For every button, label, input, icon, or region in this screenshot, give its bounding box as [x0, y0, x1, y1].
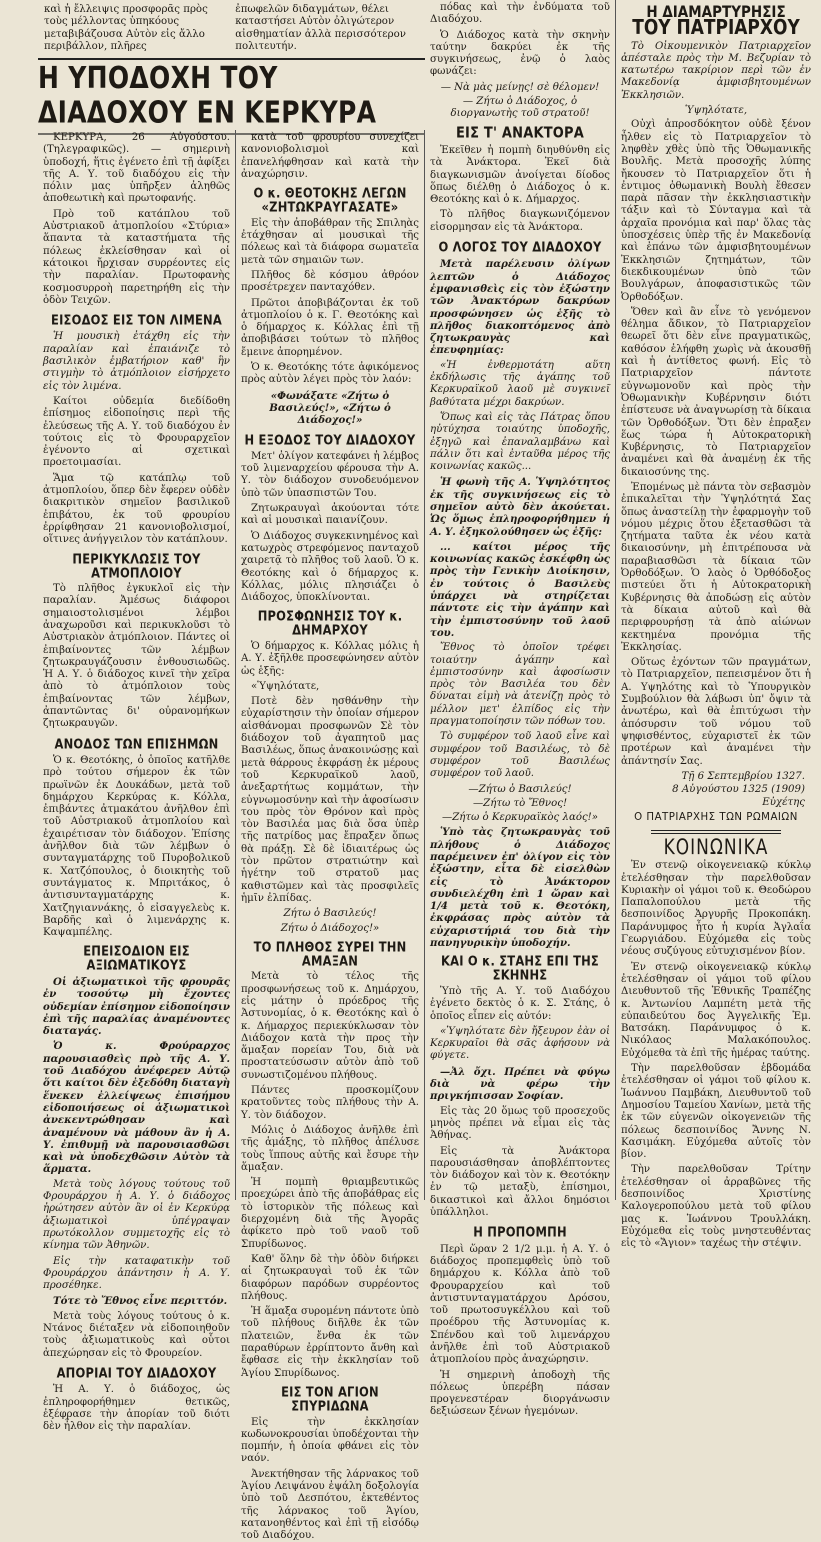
paragraph: Ὅθεν καὶ ἂν εἶνε τὸ γενόμενον θέλημα ἄδικον, τὸ Πατριαρχεῖον θεωρεῖ ὅτι δὲν εἶνε πραγματικῶς, καθόσον ἐλήφθη χωρὶς νὰ ἀκουσθῇ καὶ ἡ ἀντίθετος φωνή. Εἰς τὸ Πατριαρχεῖον πάντοτε εὐγνωμονοῦν καὶ πρὸς τὴν Ὀθωμανικὴν Κυβέρνησιν διότι ἐπίστευσε νὰ ἀναγνωρίσῃ τὰ δίκαια τῶν Ὀρθοδόξων. Ὅτι δὲν ἐπραξεν ἕως τώρα ἡ Αὐτοκρατορικὴ Κυβέρνησις, τὸ Πατριαρχεῖον ἀναμένει καὶ θὰ ἀναμένῃ ἐκ τῆς δικαιοσύνης της. — [621, 306, 811, 478]
paragraph: Ὁ κ. Θεοτόκης, ὁ ὁποῖος κατῆλθε πρὸ τούτου σήμερον ἐκ τῶν πρωϊνῶν ἐκ Δουκάδων, μετὰ τοῦ δημάρχου Κερκύρας κ. Κόλλα, ἐπιβάντες ἀτμακάτου ἀνῆλθον ἐπὶ τοῦ Αὐστριακοῦ ἀτμοπλοίου καὶ ἐχαιρέτισαν τὸν διάδοχον. Ἐπίσης ἀνῆλθον διὰ τῶν λέμβων ὁ συνταγματάρχης τοῦ Πυροβολικοῦ κ. Χατζόπουλος, ὁ διοικητὴς τοῦ συντάγματος κ. Μπριτάκος, ὁ ἀντισυνταγματάρχης κ. Χατζηγιαννάκης, ὁ εἰσαγγελεὺς κ. Βαρδῆς καὶ ὁ λιμενάρχης κ. Καψαμπέλης. — [43, 754, 230, 939]
paragraph: Ὁ δήμαρχος κ. Κόλλας μόλις ἡ Α. Υ. ἐξῆλθε προσεφώνησεν αὐτὸν ὡς ἑξῆς: — [241, 640, 419, 677]
paragraph: Περὶ ὥραν 2 1/2 μ.μ. ἡ Α. Υ. ὁ διάδοχος προπεμφθεὶς ὑπὸ τοῦ δημάρχου κ. Κόλλα ἀπὸ τοῦ Φρουραρχείου καὶ τοῦ ἀντιστυνταγματάρχου Δρόσου, τοῦ πρωτοσυγκέλλου καὶ τοῦ προέδρου τῆς Ἀστυνομίας κ. Σπένδου καὶ τοῦ λιμενάρχου ἀνῆλθε ἐπὶ τοῦ Αὐστριακοῦ ἀτμοπλοίου πρὸς ἀναχώρησιν. — [430, 1243, 610, 1366]
paragraph: Εἰς τὴν ἀποβάθραν τῆς Σπιληὰς ἐτάχθησαν αἱ μουσικαὶ τῆς πόλεως καὶ τὰ διάφορα σωματεῖα μετὰ τῶν σημαιῶν των. — [241, 217, 419, 266]
paragraph: Καίτοι οὐδεμία διεδίδοθη ἐπίσημος εἰδοποίησις περὶ τῆς ἐλεύσεως τῆς Α. Υ. τοῦ διαδόχου ἐν τούτοις εἰς τὸ Φρουραρχεῖον ἐγένοντο αἱ σχετικαὶ προετοιμασίαι. — [43, 395, 230, 469]
signature: Ο ΠΑΤΡΙΑΡΧΗΣ ΤΩΝ ΡΩΜΑΙΩΝ — [634, 811, 798, 823]
paragraph: πόδας καὶ τὴν ἐνδύματα τοῦ Διαδόχου. — [430, 2, 610, 26]
paragraph: Ὁ Διάδοχος κατὰ τὴν σκηνὴν ταύτην δακρύει ἐκ τῆς συγκινήσεως, ἐνῷ ὁ λαὸς φωνάζει: — [430, 29, 610, 78]
paragraph: Πάντες προσκομίζουν κρατοῦντες τοὺς πλήθους τὴν Α. Υ. τὸν διάδοχον. — [241, 1085, 419, 1121]
paragraph: Ἐπομένως μὲ πάντα τὸν σεβασμὸν ἐπικαλεῖται τὴν Ὑψηλότητά Σας ὅπως ἀναστείλῃ τὴν ἐφαρμογὴν τοῦ νόμου μέχρις ὅτου ἐξετασθῶσι τὰ ζητήματα ταῦτα ἐκ νέου κατὰ δικαιοσύνην, μὴ ἐπιτρέπουσα νὰ παραβιασθῶσι τὰ δίκαια τῶν Ὀρθοδόξων. Ὁ λαὸς ὁ Ὀρθόδοξος πιστεύει ὅτι ἡ Αὐτοκρατορικὴ Κυβέρνησις θὰ ἀποδώσῃ εἰς αὐτὸν τὰ δίκαια αὐτοῦ καὶ θὰ περιφρουρήσῃ τὰ ἀπὸ αἰώνων κεκτημένα προνόμια τῆς Ἐκκλησίας. — [621, 481, 811, 653]
paragraph: Τὴν παρελθοῦσαν Τρίτην ἐτελέσθησαν οἱ ἀρραβῶνες τῆς δεσποινίδος Χριστίνης Καλογεροπούλου μετὰ τοῦ φίλου μας κ. Ἰωάννου Τρουλλάκη. Εὐχόμεθα εἰς τοὺς μνηστευθέντας εἰς τὸ «Ἄγιον» ταχέως τὴν στέψιν. — [621, 1164, 811, 1250]
top-continuation — [38, 0, 425, 60]
paragraph: Μετὰ παρέλευσιν ὀλίγων λεπτῶν ὁ Διάδοχος ἐμφανισθεὶς εἰς τὸν ἐξώστην τῶν Ἀνακτόρων δακρύων προσφώνησεν ὡς ἑξῆς τὸ πλῆθος διακοπτόμενος ἀπὸ ζητωκραυγὰς καὶ ἐπευφημίας: — [430, 258, 610, 357]
paragraph: Ἡ πομπὴ θριαμβευτικῶς προεχώρει ἀπὸ τῆς ἀποβάθρας εἰς τὸ ἱστορικὸν τῆς πόλεως καὶ διερχομένη διὰ τῆς Ἀγορᾶς ἀφίκετο πρὸ τοῦ ναοῦ τοῦ Σπυρίδωνος. — [241, 1177, 419, 1250]
paragraph: Εἰς τὴν καταφατικὴν τοῦ Φρουράρχου ἀπάντησιν ἡ Α. Υ. προσέθηκε. — [43, 1255, 230, 1292]
paragraph: — Νὰ μὰς μείνῃς! σὲ θέλομεν! — [440, 81, 600, 93]
paragraph: Μετὰ τοὺς λόγους τούτους ὁ κ. Ντάνος διέταξεν νὰ εἰδοποιηθοῦν τοὺς ἀξιωματικοὺς καὶ οὗτοι ἀπεχώρησαν εἰς τὸ Φρουρείον. — [43, 1310, 230, 1359]
paragraph: Εἰς τὴν ἐκκλησίαν κωδωνοκρουσίαι ὑποδέχονται τὴν πομπήν, ἡ ὁποία φθάνει εἰς τὸν ναόν. — [241, 1416, 419, 1465]
signature-prefix: Εὐχέτης — [762, 797, 805, 809]
paragraph: Ἡ σημερινὴ ἀποδοχὴ τῆς πόλεως ὑπερέβη πάσαν προγενεστέραν διοργάνωσιν δεξιώσεων ξένων ἡγεμόνων. — [430, 1369, 610, 1418]
article-intro: ΚΕΡΚΥΡΑ, 26 Αὐγούστου. (Τηλεγραφικῶς). — σημερινὴ ὑποδοχή, ἥτις ἐγένετο ἐπὶ τῇ ἀφίξει τῆς Α. Υ. τοῦ διαδόχου εἰς τὴν πόλιν μας ὑπῆρξεν ἀληθῶς ἀποθεωτικὴ καὶ πρωτοφανής. — [43, 132, 230, 205]
paragraph: Μετ' ὀλίγον κατεφάνει ἡ λέμβος τοῦ λιμεναρχείου φέρουσα τὴν Α. Υ. τὸν διάδοχον συνοδευόμενον ὑπὸ τῶν ὑπασπιστῶν Του. — [241, 450, 419, 499]
paragraph: Ὁ κ. Θεοτόκης τότε ἀφικόμενος πρὸς αὐτὸν λέγει πρὸς τὸν λαόν: — [241, 362, 419, 386]
section-heading: ΕΙΣ ΤΟΝ ΑΓΙΟΝ ΣΠΥΡΙΔΩΝΑ — [281, 1383, 379, 1415]
top-text-right: ἐπωφελῶν διδαγμάτων, θέλει καταστήσει Αὐτὸν ὀλιγώτερον αἰσθηματίαν ἀλλὰ περισσότερον πολιτευτήν. — [235, 4, 406, 52]
paragraph: Ἡ φωνὴ τῆς Α. Ὑψηλότητος ἐκ τῆς συγκινήσεως εἰς τὸ σημεῖον αὐτὸ δὲν ἀκούεται. Ὡς ὅμως ἐπληροφορήθημεν ἡ Α. Υ. ἐξηκολούθησεν ὡς ἑξῆς: — [430, 476, 610, 538]
section-heading: ΕΙΣΟΔΟΣ ΕΙΣ ΤΟΝ ΛΙΜΕΝΑ — [51, 312, 222, 329]
quote: «Φωνάξατε «Ζήτω ὁ Βασιλεύς!», «Ζήτω ὁ Διάδοχος!» — [269, 389, 391, 427]
top-text-left: καὶ ἡ ἔλλειψις προσφορᾶς πρὸς τοὺς μέλλοντας ὑπηκόους μεταβιβάζουσα Αὐτὸν εἰς ἄλλο περιβάλλον, πλῆρες — [44, 4, 208, 52]
paragraph: Τότε τὸ Ἔθνος εἶνε περιττόν. — [53, 1295, 228, 1308]
section-heading: ΑΠΟΡΙΑΙ ΤΟΥ ΔΙΑΔΟΧΟΥ — [56, 1364, 217, 1381]
paragraph: Μετὰ τοὺς λόγους τούτους τοῦ Φρουράρχου ἡ Α. Υ. ὁ διάδοχος ἠρώτησεν αὐτὸν ἂν οἱ ἐν Κερκύρᾳ ἀξιωματικοὶ ὑπέγραψαν πρωτόκολλον συμμετοχῆς εἰς τὸ κίνημα τῶν Ἀθηνῶν. — [43, 1178, 230, 1252]
section-heading: Η ΠΡΟΠΟΜΠΗ — [473, 1224, 567, 1241]
section-heading: ΑΝΟΔΟΣ ΤΩΝ ΕΠΙΣΗΜΩΝ — [54, 735, 219, 752]
paragraph: Ὁ Διάδοχος συγκεκινημένος καὶ κατωχρὸς στρεφόμενος πανταχοῦ χαιρετᾷ τὸ πλῆθος τοῦ λαοῦ. Ὁ κ. Θεοτόκης καὶ ὁ δήμαρχος κ. Κόλλας, μόλις πλησιάζει ὁ Διάδοχος, ὑποκλίνονται. — [241, 530, 419, 604]
column-2 — [236, 130, 425, 1542]
article-title: Η ΔΙΑΜΑΡΤΥΡΗΣΙΣ — [646, 2, 786, 22]
paragraph: Πλῆθος δὲ κόσμου ἀθρόον προσέτρεχεν πανταχόθεν. — [241, 269, 419, 294]
paragraph: Ὅπως καὶ εἰς τὰς Πάτρας ὅπου ηὐτύχησα τοιαύτης ὑποδοχῆς, ἐξηγῶ καὶ ἐπαναλαμβάνω καὶ πάλιν ὅτι καὶ ἐνταῦθα μέρος τῆς κοινωνίας κακῶς... — [430, 411, 610, 473]
paragraph: Πρῶτοι ἀποβιβάζονται ἐκ τοῦ ἀτμοπλοίου ὁ κ. Γ. Θεοτόκης καὶ ὁ δήμαρχος κ. Κόλλας ἐπὶ τῇ ἀποβιβάσει τούτων τὸ πλῆθος ἔμεινε ἀπορημένον. — [241, 297, 419, 358]
paragraph: Εἰς τὰς 20 ὅμως τοῦ προσεχοῦς μηνὸς πρέπει νὰ εἶμαι εἰς τὰς Ἀθήνας. — [430, 1105, 610, 1142]
section-heading: Ο ΛΟΓΟΣ ΤΟΥ ΔΙΑΔΟΧΟΥ — [438, 238, 602, 256]
paragraph: Ὑπὸ τῆς Α. Υ. τοῦ Διαδόχου ἐγένετο δεκτὸς ὁ κ. Σ. Στάης, ὁ ὁποῖος εἶπεν εἰς αὐτόν: — [430, 985, 610, 1022]
paragraph: Τὸ πλῆθος διαγκωνιζόμενον εἰσορμησαν εἰς τὰ Ἀνάκτορα. — [430, 209, 610, 233]
paragraph: —Ζήτω ὁ Κερκυραϊκὸς λαός!» — [442, 812, 598, 824]
paragraph: Εἰς τὰ Ἀνάκτορα παρουσιάσθησαν ἀποβλέπτοντες τὸν διάδοχον καὶ τὸν κ. Θεοτόκην ἐν τῷ μεταξὺ, ἐπίσημοι, δικαστικοὶ καὶ ἄλλοι δημόσιοι ὑπάλληλοι. — [430, 1145, 610, 1219]
section-heading: ΠΕΡΙΚΥΚΛΩΣΙΣ ΤΟΥ ΑΤΜΟΠΛΟΙΟΥ — [72, 550, 201, 581]
paragraph: Ἐκεῖθεν ἡ πομπὴ διηυθύνθη εἰς τὰ Ἀνάκτορα. Ἐκεῖ διὰ διαγκωνισμῶν ἀνοίγεται δίοδος ὅπως διέλθῃ ὁ Διάδοχος ὁ κ. Θεοτόκης καὶ ὁ κ. Δήμαρχος. — [430, 144, 610, 206]
section-heading: ΠΡΟΣΦΩΝΗΣΙΣ ΤΟΥ κ. ΔΗΜΑΡΧΟΥ — [257, 608, 403, 639]
paragraph: —Ἀλ ὄχι. Πρέπει νὰ φύγω διὰ νὰ φέρω τὴν πριγκήπισσαν Σοφίαν. — [430, 1065, 610, 1103]
article-title: ΤΟΥ ΠΑΤΡΙΑΡΧΟΥ — [632, 16, 800, 41]
paragraph: Οὕτως ἐχόντων τῶν πραγμάτων, τὸ Πατριαρχεῖον, πεπεισμένον ὅτι ἡ Α. Υψηλότης καὶ τὸ Ὑπουργικὸν Συμβούλιον θὰ λάβωσι ὑπ' ὄψιν τὰ ἀνωτέρω, καὶ θὰ ἐπιτύχωσι τὴν ἀπόσυρσιν τοῦ νόμου τοῦ ψηφισθέντος, εὐχαριστεῖ ἐκ τῶν προτέρων καὶ ἀναμένει τὴν ἀπάντησίν Σας. — [621, 657, 811, 767]
paragraph: —Ζήτω τὸ Ἔθνος! — [472, 797, 568, 809]
divider — [651, 830, 781, 834]
paragraph: Ἅμα τῷ κατάπλῳ τοῦ ἀτμοπλοίου, ὅπερ δὲν ἔφερεν οὐδὲν διακριτικὸν σημεῖον βασιλικοῦ ἐπιβάτου, ἐκ τοῦ φρουρίου ἐρρίφθησαν 21 κανονιοβολισμοί, οἵτινες ἀνήγγειλον τὸν κατάπλουν. — [43, 472, 230, 546]
paragraph: Τὸ πλῆθος ἐγκυκλοῖ εἰς τὴν παραλίαν. Ἀμέσως διάφοροι σημαιοστολισμένοι λέμβοι ἀναχωροῦσι καὶ περικυκλοῦσι τὸ Αὐστριακὸν ἀτμόπλοιον. Πάντες οἱ ἐπιβαίνοντες τῶν λέμβων ζητωκραυγάζουσιν ἐνθουσιωδῶς. Ἡ Α. Υ. ὁ διάδοχος κινεῖ τὴν χεῖρα ἀπὸ τὸ ἀτμόπλοιον τοὺς ἐπιβαίνοντας τῶν λέμβων, ἀπαντῶντας δι' οὐρανομήκων ζητωκραυγῶν. — [43, 583, 230, 730]
section-title: ΚΟΙΝΩΝΙΚΑ — [663, 835, 769, 861]
paragraph: Μετὰ τὸ τέλος τῆς προσφωνήσεως τοῦ κ. Δημάρχου, εἰς μάτην ὁ πρόεδρος τῆς Ἀστυνομίας, ὁ κ. Θεοτόκης καὶ ὁ κ. Δήμαρχος περιεκύκλωσαν τὸν Διάδοχον κατὰ τὴν προς τὴν ἅμαξαν πορείαν Του, διὰ νὰ προστατεύσωσιν αὐτὸν ἀπὸ τοῦ συνωστιζομένου πλήθους. — [241, 971, 419, 1081]
paragraph: Ζήτω ὁ Διάδοχος!» — [280, 922, 380, 934]
section-heading: Η ΕΞΟΔΟΣ ΤΟΥ ΔΙΑΔΟΧΟΥ — [244, 431, 416, 448]
paragraph: Ἡ Α. Υ. ὁ διάδοχος, ὡς ἐπληροφορήθημεν θετικῶς, ἐξέφρασε τὴν ἀπορίαν τοῦ διότι δὲν ἦλθον εἰς τὴν παραλίαν. — [43, 1384, 230, 1433]
paragraph: Ζητωκραυγαὶ ἀκούονται τότε καὶ αἱ μουσικαὶ παιανίζουν. — [241, 503, 419, 527]
section-heading: ΚΑΙ Ο κ. ΣΤΑΗΣ ΕΠΙ ΤΗΣ ΣΚΗΝΗΣ — [441, 953, 599, 984]
paragraph: Τὴν παρελθοῦσαν ἑβδομάδα ἐτελέσθησαν οἱ γάμοι τοῦ φίλου κ. Ἰωάννου Παμβάκη, Διευθυντοῦ τοῦ Δημοσίου Ταμείου Χανίων, μετὰ τῆς ἐκ τῶν εὐγενῶν οἰκογενειῶν τῆς πόλεως δεσποινίδος Ἄννης Ν. Κασιμάκη. Εὐχόμεθα αὐτοῖς τὸν βίον. — [621, 1063, 811, 1161]
paragraph: Ἀνεκτήθησαν τῆς λάρνακος τοῦ Ἁγίου Λειψάνου ἐψάλη δοξολογία ὑπὸ τοῦ Δεσπότου, ἐκτεθέντος τῆς λάρνακος τοῦ Ἁγίου, κατανοηθέντος καὶ ἐπὶ τῇ εἰσόδῳ τοῦ Διαδόχου. — [241, 1468, 419, 1542]
paragraph: Πρὸ τοῦ κατάπλου τοῦ Αὐστριακοῦ ἀτμοπλοίου «Στύρια» ἅπαντα τὰ καταστήματα τῆς πόλεως ἐκλείσθησαν καὶ οἱ κάτοικοι ἤρχισαν συρρέοντες εἰς τὴν παραλίαν. Πρωτοφανὴς κοσμοσυρροὴ παρετηρήθη εἰς τὴν ὁδὸν Τειχῶν. — [43, 208, 230, 306]
paragraph: Τὸ Οἰκουμενικὸν Πατριαρχεῖον ἀπέσταλε πρὸς τὴν Μ. Βεζυρίαν τὸ κατωτέρω τακρίριον περὶ τῶν ἐν Μακεδονίᾳ ἀμφισβητουμένων Ἐκκλησιῶν. — [621, 40, 811, 101]
paragraph: Ὁ κ. Φρούραρχος παρουσιασθεὶς πρὸ τῆς Α. Υ. τοῦ Διαδόχου ἀνέφερεν Αὐτῷ ὅτι καίτοι δὲν ἐξεδόθη διαταγὴ ἕνεκεν ἐλλείψεως ἐπισήμου εἰδοποιήσεως οἱ ἀξιωματικοὶ ἀνεκεντρώθησαν καὶ ἀναμένουν νὰ μάθουν ἂν ἡ Α. Υ. ἐπιθυμῇ νὰ παρουσιασθῶσι καὶ νὰ ὑποδεχθῶσιν Αὐτὸν τὰ ἅρματα. — [43, 1040, 230, 1176]
paragraph: «Ὑψηλότατε δὲν ἤξευρον ἐὰν οἱ Κερκυραῖοι θὰ σᾶς ἀφήσουν νὰ φύγετε. — [430, 1025, 610, 1062]
section-heading: ΕΠΕΙΣΟΔΙΟΝ ΕΙΣ ΑΞΙΩΜΑΤΙΚΟΥΣ — [83, 943, 190, 974]
paragraph: Οἱ ἀξιωματικοὶ τῆς φρουρᾶς ἐν τοσούτῳ μὴ ἔχοντες οὐδεμίαν ἐπίσημον εἰδοποίησιν ἐπὶ τῆς παραλίας ἀναμένοντες διαταγάς. — [43, 976, 230, 1038]
paragraph: Ἔθνος τὸ ὁποῖον τρέφει τοιαύτην ἀγάπην καὶ ἐμπιστοσύνην καὶ ἀφοσίωσιν πρὸς τὸν Βασιλέα του δὲν δύναται εἰμὴ νὰ ἀτενίζῃ πρὸς τὸ μέλλον μετ' ἐλπίδος εἰς τὴν πραγματοποίησιν τῶν πόθων του. — [430, 642, 610, 728]
date-line: Τῇ 6 Σεπτεμβρίου 1327. — [681, 770, 805, 782]
column-4 — [616, 0, 821, 1250]
paragraph: Οὐχὶ ἀπροσδόκητον οὐδὲ ξένον ἦλθεν εἰς τὸ Πατριαρχεῖον τὸ ληφθὲν χθὲς ὑπὸ τῆς Ὀθωμανικῆς Βουλῆς. Μετὰ προσοχῆς λύπης ἤκουσεν τὸ Πατριαρχεῖον ὅτι ἡ ἐντιμος ὀθωμανικὴ Βουλὴ ἔθεσεν παρὰ πᾶσαν τὴν ἐκκλησιαστικὴν τάξιν καὶ τὸ Σύνταγμα καὶ τὰ ἀρχαῖα προνόμια καὶ παρ' ὅλας τὰς ὑποσχέσεις ὑπὲρ τῆς ἐν Μακεδονίᾳ καὶ ἐπάνω τῶν ἀμφισβητουμένων Ἐκκλησιῶν ζητημάτων, τῶν διεκδικουμένων ὑπὸ τῶν Βουλγάρων, ἀποφασιστικῶς τῶν Ὀρθοδόξων. — [621, 119, 811, 303]
paragraph: Ἐν στενῷ οἰκογενειακῷ κύκλῳ ἐτελέσθησαν οἱ γάμοι τοῦ φίλου Διευθυντοῦ τῆς Ἐθνικῆς Τραπέζης κ. Ἀντωνίου Λαμπέτη μετὰ τῆς εὐπαιδεύτου δος Ἀγγελικῆς Ἐμ. Βατσάκη. Παράνυμφος ὁ κ. Νικόλαος Μαλακόπουλος. Εὐχόμεθα τὰ ἐπὶ τῆς ἡμέρας ταύτης. — [621, 961, 811, 1059]
paragraph: Ποτὲ δὲν ησθάνθην τὴν εὐχαρίστησιν τὴν ὁποίαν σήμερον αἰσθάνομαι προσφωνῶν Σὲ τὸν διάδοχον τοῦ ἀγαπητοῦ μας Βασιλέως, ὅπως ἀνακοινώσῃς καὶ μετὰ θάρρους ἐκφράσῃ ἐκ μέρους τοῦ Κερκυραϊκοῦ λαοῦ, ἀνεξαρτήτως κομμάτων, τὴν εὐγνωμοσύνην καὶ τὴν ἀφοσίωσιν του πρὸς τὸν Θρόνον καὶ πρὸς τὸν Βασιλέα μας διὰ ὅσα ὑπὲρ τῆς πατρίδος μας ἔπραξεν ὅπως θὰ πράξῃ. Σὲ δὲ ἰδιαιτέρως ὡς τὸν πρῶτον στρατιώτην καὶ ἡγέτην τοῦ στρατοῦ μας καθιστῶμεν καὶ τὰς προσφιλεῖς ἡμῖν ἐλπίδας. — [241, 696, 419, 904]
section-heading: ΕΙΣ Τ' ΑΝΑΚΤΟΡΑ — [455, 124, 585, 142]
main-headline: Η ΥΠΟΔΟΧΗ ΤΟΥ ΔΙΑΔΟΧΟΥ ΕΝ ΚΕΡΚΥΡΑ — [38, 55, 425, 134]
paragraph: Ζήτω ὁ Βασιλεύς! — [283, 908, 377, 920]
paragraph: κατὰ τοῦ φρουρίου συνεχίζει κανονιοβολισμοὶ καὶ ἐπανελήφθησαν καὶ κατὰ τὴν ἀναχώρησιν. — [241, 132, 419, 180]
paragraph: «Ἡ ἐνθερμοτάτη αὕτη ἐκδήλωσις τῆς ἀγάπης τοῦ Κερκυραϊκοῦ λαοῦ μὲ συγκινεῖ βαθύτατα μέχρι δακρύων. — [430, 359, 610, 408]
paragraph: «Ὑψηλότατε, — [251, 680, 320, 692]
paragraph: Τὸ συμφέρον τοῦ λαοῦ εἶνε καὶ συμφέρον τοῦ Βασιλέως, τὸ δὲ συμφέρον τοῦ Βασιλέως συμφέρον τοῦ λαοῦ. — [430, 731, 610, 780]
paragraph: Ὑπὸ τὰς ζητωκραυγὰς τοῦ πλήθους ὁ Διάδοχος παρέμεινεν ἐπ' ὀλίγον εἰς τὸν ἐξώστην, εἶτα δὲ εἰσελθὼν εἰς τὸ Ἀνάκτορον συνδιελέχθη ἐπὶ 1 ὥραν καὶ 1/4 μετὰ τοῦ κ. Θεοτόκη, ἐκφράσας πρὸς αὐτὸν τὰ εὐχαριστήριά του διὰ τὴν πανηγυρικὴν ὑποδοχήν. — [430, 826, 610, 950]
date-line: 8 Αὐγούστου 1325 (1909) — [672, 784, 805, 796]
column-1 — [38, 130, 236, 1433]
paragraph: Ἡ ἅμαξα συρομένη πάντοτε ὑπὸ τοῦ πλήθους διῆλθε ἐκ τῶν πλατειῶν, ἔνθα ἐκ τῶν παραθύρων ἐρρίπτοντο ἄνθη καὶ ἔφθασε εἰς τὴν ἐκκλησίαν τοῦ Ἁγίου Σπυρίδωνος. — [241, 1306, 419, 1379]
paragraph: Καθ' ὅλην δὲ τὴν ὁδὸν διήρκει αἱ ζητωκραυγαὶ τοῦ ἐκ τῶν διαφόρων παρόδων συρρέοντος πλήθους. — [241, 1253, 419, 1302]
salutation: Ὑψηλότατε, — [684, 105, 748, 117]
column-3 — [425, 0, 616, 1418]
section-heading: ΤΟ ΠΛΗΘΟΣ ΣΥΡΕΙ ΤΗΝ ΑΜΑΞΑΝ — [253, 938, 407, 970]
paragraph: — Ζήτω ὁ Διάδοχος, ὁ διοργανωτὴς τοῦ στρατοῦ! — [450, 96, 590, 120]
paragraph: Ἐν στενῷ οἰκογενειακῷ κύκλῳ ἐτελέσθησαν τὴν παρελθοῦσαν Κυριακὴν οἱ γάμοι τοῦ κ. Θεοδώρου Παπαλοπούλου μετὰ τῆς δεσποινίδος Ἀργυρῆς Προκοπάκη. Παράνυμφος ἦτο ἡ κυρία Ἀγλαΐα Γεωργιάδου. Εὐχόμεθα εἰς τοὺς νέους συζύγους εὐτυχισμένον βίον. — [621, 860, 811, 958]
paragraph: —Ζήτω ὁ Βασιλεύς! — [468, 783, 572, 795]
paragraph: Μόλις ὁ Διάδοχος ἀνῆλθε ἐπὶ τῆς ἁμάξης, τὸ πλῆθος ἀπέλυσε τοὺς ἵππους αὐτῆς καὶ ἔσυρε τὴν ἅμαξαν. — [241, 1124, 419, 1173]
paragraph: Ἡ μουσικὴ ἐτάχθη εἰς τὴν παραλίαν καὶ ἐπαιάνιζε τὸ βασιλικὸν ἐμβατήριον καθ' ἣν στιγμὴν τὸ ἀτμόπλοιον εἰσήρχετο εἰς τὸν λιμένα. — [43, 331, 230, 392]
paragraph: ... καίτοι μέρος τῆς κοινωνίας κακῶς ἐσκέφθη ὡς πρὸς τὴν Γενικὴν Διοίκησιν, ἐν τούτοις ὁ Βασιλεὺς ὑπάρχει νὰ στηρίζεται πάντοτε εἰς τὴν ἀγάπην καὶ τὴν ἐμπιστοσύνην τοῦ λαοῦ του. — [430, 540, 610, 639]
section-heading: Ο κ. ΘΕΟΤΟΚΗΣ ΛΕΓΩΝ «ΖΗΤΩΚΡΑΥΓΑΣΑΤΕ» — [253, 185, 407, 216]
